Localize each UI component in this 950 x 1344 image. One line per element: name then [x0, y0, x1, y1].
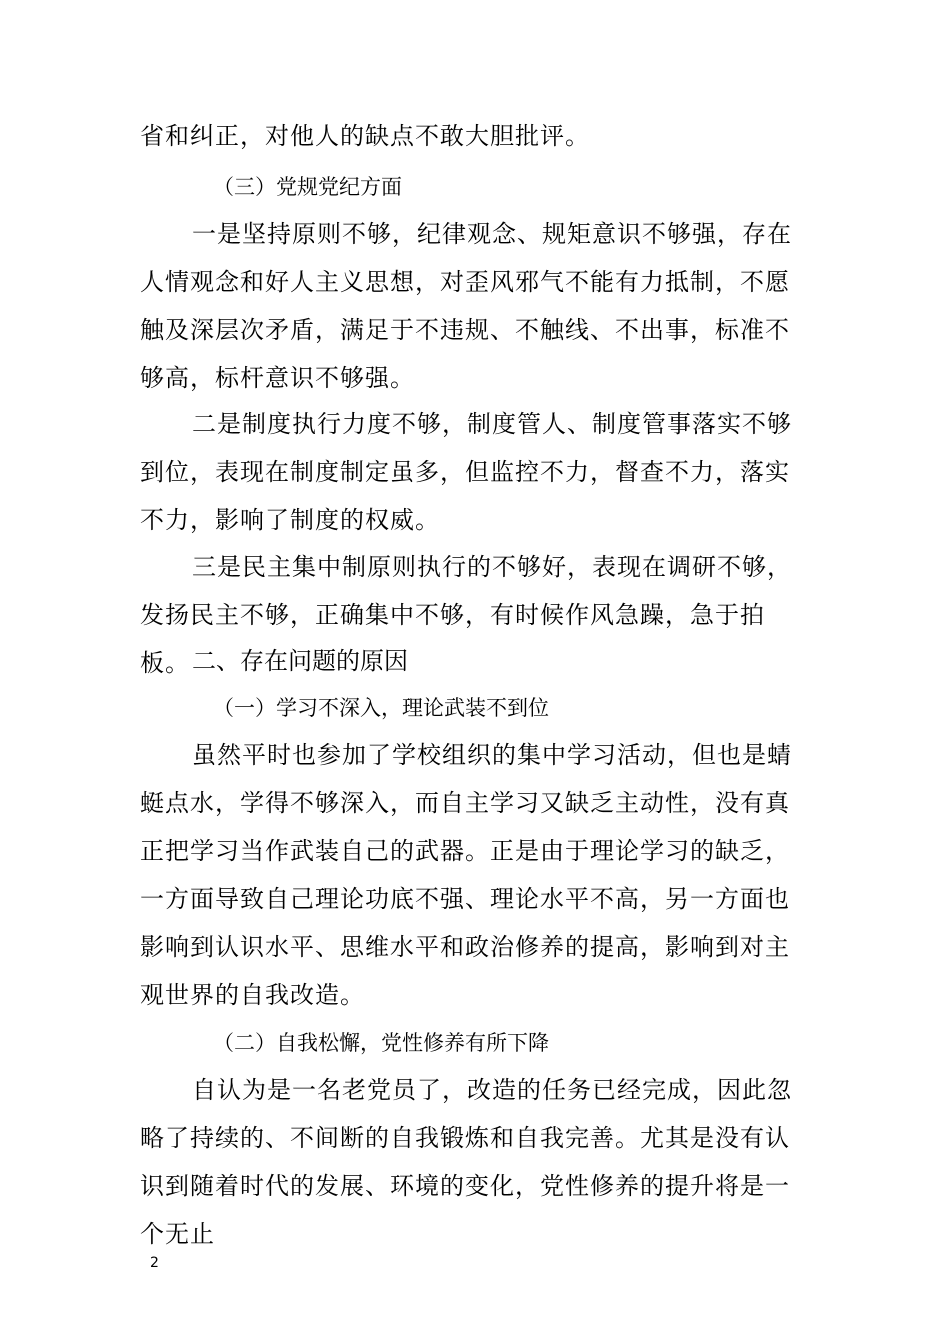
section-heading-causes: 二、存在问题的原因 [192, 647, 408, 675]
paragraph-self-discipline: 自认为是一名老党员了，改造的任务已经完成，因此忽略了持续的、不间断的自我锻炼和自我完善。尤其是没有认识到随着时代的发展、环境的变化，党性修养的提升将是一个无止 [140, 1076, 792, 1248]
paragraph-principle: 一是坚持原则不够，纪律观念、规矩意识不够强，存在人情观念和好人主义思想，对歪风邪气不能有力抵制，不愿触及深层次矛盾，满足于不违规、不触线、不出事，标准不够高，标杆意识不够强。 [140, 220, 792, 392]
sub-heading-study: （一）学习不深入，理论武装不到位 [213, 696, 549, 720]
continuation-paragraph: 省和纠正，对他人的缺点不敢大胆批评。 [140, 122, 590, 150]
sub-heading-self-discipline: （二）自我松懈，党性修养有所下降 [213, 1031, 549, 1055]
page-number: 2 [150, 1255, 159, 1271]
paragraph-democratic-centralism: 三是民主集中制原则执行的不够好，表现在调研不够，发扬民主不够，正确集中不够，有时候作风急躁，急于拍板。 [140, 553, 792, 677]
paragraph-study: 虽然平时也参加了学校组织的集中学习活动，但也是蜻蜓点水，学得不够深入，而自主学习又缺乏主动性，没有真正把学习当作武装自己的武器。正是由于理论学习的缺乏，一方面导致自己理论功底不强、理论水平不高，另一方面也影响到认识水平、思维水平和政治修养的提高，影响到对主观世界的自我改造。 [140, 741, 792, 1009]
paragraph-system-execution: 二是制度执行力度不够，制度管人、制度管事落实不够到位，表现在制度制定虽多，但监控不力，督查不力，落实不力，影响了制度的权威。 [140, 410, 792, 534]
section-heading-party-discipline: （三）党规党纪方面 [213, 175, 402, 199]
